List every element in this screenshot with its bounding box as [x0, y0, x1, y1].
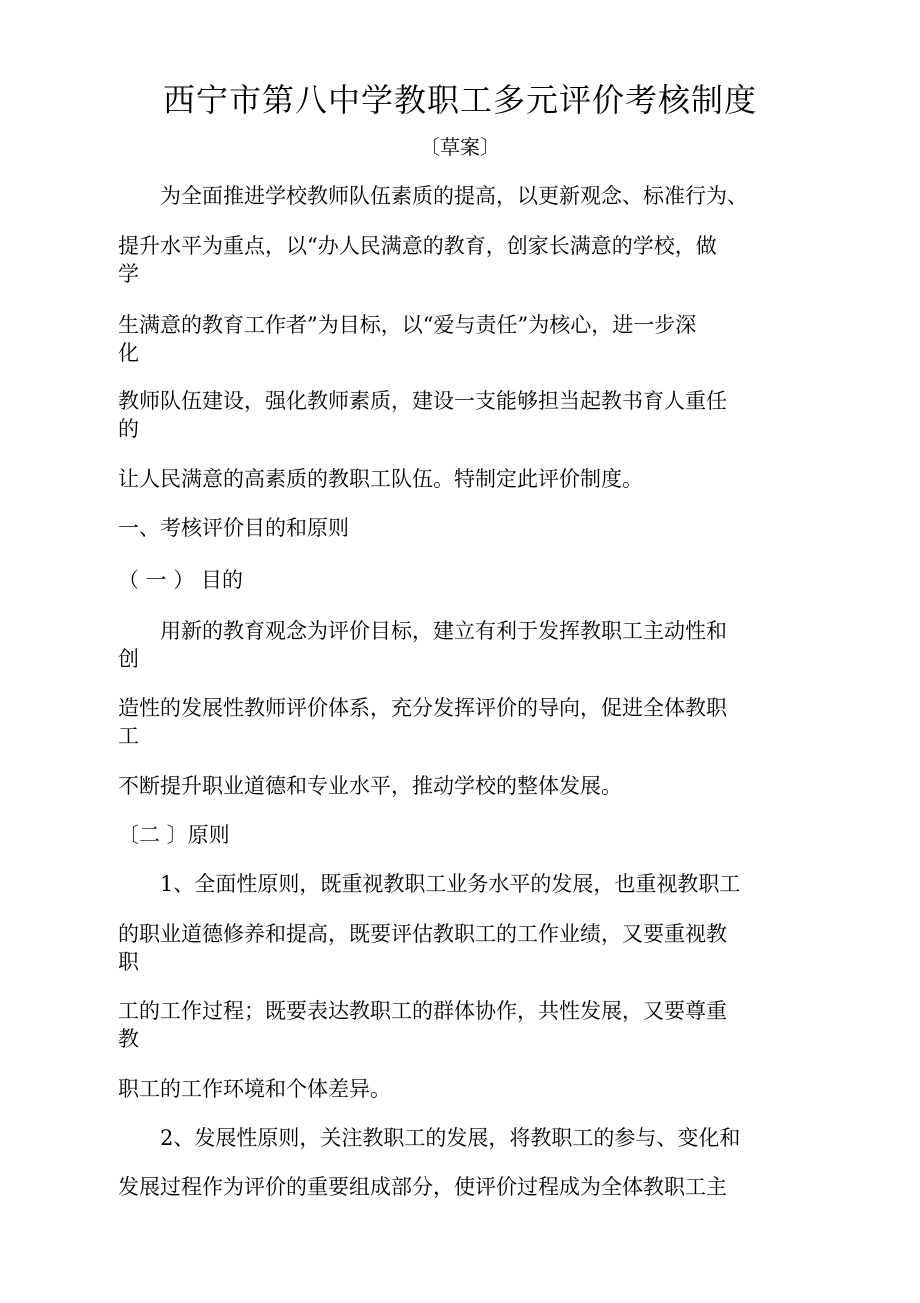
paragraph-line: 发展过程作为评价的重要组成部分，使评价过程成为全体教职工主 — [118, 1175, 727, 1199]
paragraph-line: 2、发展性原则，关注教职工的发展，将教职工的参与、变化和 — [160, 1126, 741, 1150]
document-title: 西宁市第八中学教职工多元评价考核制度 — [162, 81, 757, 119]
paragraph-line: 造性的发展性教师评价体系，充分发挥评价的导向，促进全体教职 — [118, 696, 727, 720]
section-heading: 一、考核评价目的和原则 — [118, 516, 349, 540]
paragraph-line: 为全面推进学校教师队伍素质的提高，以更新观念、标准行为、 — [160, 184, 748, 208]
paragraph-line: 工的工作过程；既要表达教职工的群体协作，共性发展，又要尊重 — [118, 999, 727, 1023]
paragraph-line: 用新的教育观念为评价目标，建立有利于发挥教职工主动性和 — [160, 619, 727, 643]
paragraph-line: 化 — [118, 341, 139, 365]
paragraph-line: 提升水平为重点，以“办人民满意的教育，创家长满意的学校，做 — [118, 234, 717, 258]
paragraph-line: 教师队伍建设，强化教师素质，建设一支能够担当起教书育人重任 — [118, 389, 727, 413]
paragraph-line: 1、全面性原则，既重视教职工业务水平的发展，也重视教职工 — [160, 872, 741, 896]
paragraph-line: 的 — [118, 417, 139, 441]
paragraph-line: 生满意的教育工作者”为目标，以“爱与责任”为核心，进一步深 — [118, 313, 697, 337]
paragraph-line: 教 — [118, 1027, 139, 1051]
paragraph-line: 的职业道德修养和提高，既要评估教职工的工作业绩，又要重视教 — [118, 922, 727, 946]
paragraph-line: 不断提升职业道德和专业水平，推动学校的整体发展。 — [118, 774, 622, 798]
paragraph-line: 让人民满意的高素质的教职工队伍。特制定此评价制度。 — [118, 467, 643, 491]
paragraph-line: 学 — [118, 262, 139, 286]
subsection-heading: 〔二 〕原则 — [118, 823, 230, 847]
subsection-heading: （ 一 ） 目的 — [118, 568, 244, 592]
paragraph-line: 创 — [118, 647, 139, 671]
paragraph-line: 职工的工作环境和个体差异。 — [118, 1077, 391, 1101]
paragraph-line: 工 — [118, 724, 139, 748]
document-subtitle: 〔草案〕 — [420, 135, 500, 159]
paragraph-line: 职 — [118, 950, 139, 974]
